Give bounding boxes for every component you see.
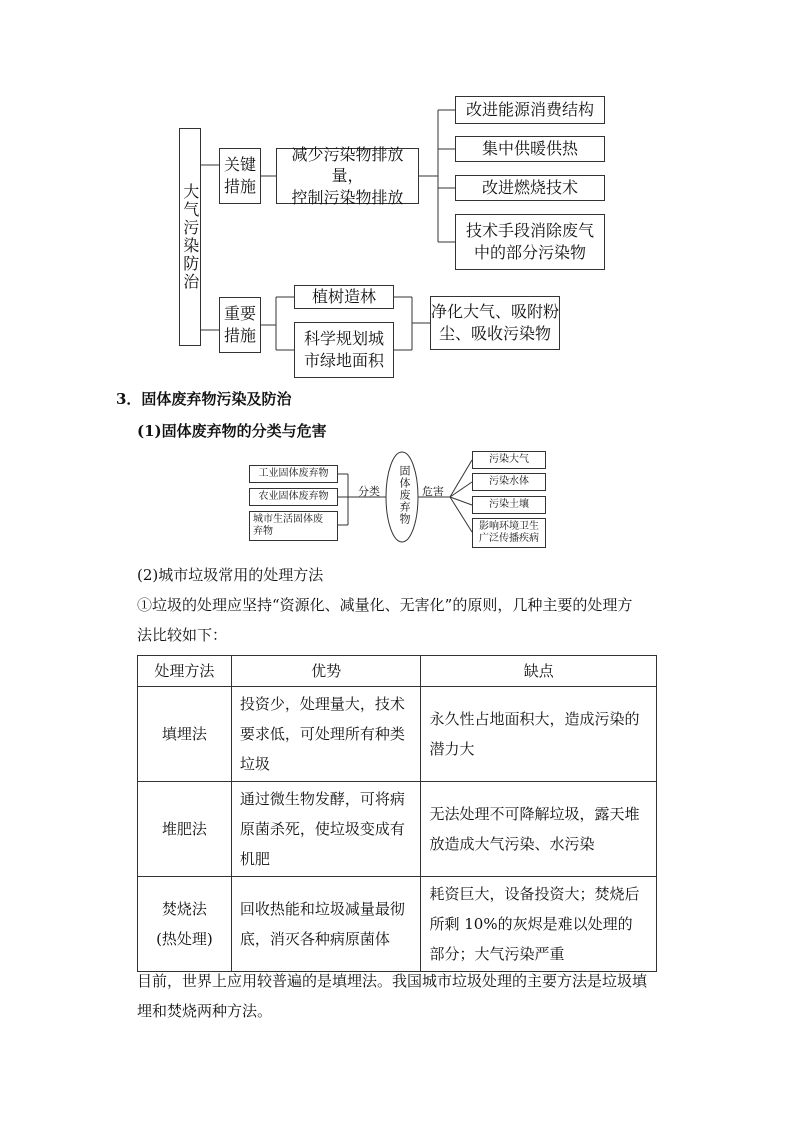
harm-water-text: 污染水体	[489, 476, 529, 487]
section3-sub1: (1)固体废弃物的分类与危害	[137, 422, 327, 440]
row3-pros	[231, 877, 421, 972]
table-row	[138, 782, 657, 877]
row2-method	[138, 782, 232, 877]
harm-health	[472, 518, 546, 548]
row3-cons-line1: 耗资巨大，设备投资大；焚烧后	[429, 885, 640, 903]
key-label-line2: 措施	[223, 177, 256, 196]
row1-method-text: 填埋法	[161, 725, 207, 743]
urban-green-line1: 科学规划城	[303, 329, 384, 349]
row3-method	[138, 877, 232, 972]
row1-pros-line3: 垃圾	[239, 755, 270, 773]
harm-soil	[472, 496, 546, 514]
paragraph-2-line1: 目前，世界上应用较普遍的是填埋法。我国城市垃圾处理的主要方法是垃圾填	[137, 972, 648, 990]
harm-label: 危害	[422, 485, 444, 498]
row2-pros	[231, 782, 421, 877]
afforestation-text: 植树造林	[311, 287, 376, 307]
paragraph-1	[137, 590, 697, 650]
leaf-tech-removal-line1: 技术手段消除废气	[465, 221, 594, 241]
row3-cons	[421, 877, 657, 972]
row1-cons-line1: 永久性占地面积大，造成污染的	[429, 710, 640, 728]
type-agricultural	[249, 488, 338, 506]
type-industrial	[249, 465, 338, 483]
row2-method-text: 堆肥法	[161, 820, 207, 838]
root-label: 大气污染防治	[180, 183, 200, 291]
paragraph-1-line2: 法比较如下：	[137, 626, 228, 644]
header-pros: 优势	[231, 656, 421, 687]
effect-line1: 净化大气、吸附粉	[431, 302, 560, 322]
header-method: 处理方法	[138, 656, 232, 687]
comparison-table	[137, 655, 657, 972]
leaf-central-heating-text: 集中供暖供热	[481, 139, 578, 159]
row1-pros-line2: 要求低，可处理所有种类	[239, 725, 405, 743]
classify-label: 分类	[358, 485, 380, 498]
key-label-line1: 关键	[223, 155, 256, 175]
row2-pros-line3: 机肥	[239, 850, 270, 868]
key-middle-line1: 减少污染物排放量，	[291, 144, 404, 186]
row3-pros-line2: 底，消灭各种病原菌体	[239, 930, 390, 948]
row1-pros	[231, 687, 421, 782]
harm-air-text: 污染大气	[489, 454, 529, 465]
effect-line2: 尘、吸收污染物	[438, 324, 551, 343]
harm-water	[472, 473, 546, 491]
section3-title: 3．固体废弃物污染及防治	[116, 390, 292, 408]
row3-pros-line1: 回收热能和垃圾减量最彻	[239, 900, 405, 918]
harm-air	[472, 451, 546, 469]
row3-cons-line2: 所剩 10%的灰烬是难以处理的	[429, 915, 633, 933]
row1-pros-line1: 投资少，处理量大，技术	[239, 695, 405, 713]
type-urban-line2: 弃物	[253, 526, 273, 537]
row2-cons	[421, 782, 657, 877]
sub2-title: (2)城市垃圾常用的处理方法	[137, 566, 324, 584]
type-urban	[249, 511, 338, 541]
important-label-line2: 措施	[223, 326, 256, 345]
row1-method	[138, 687, 232, 782]
row3-method-line1: 焚烧法	[161, 900, 207, 918]
row3-cons-line3: 部分；大气污染严重	[429, 945, 565, 963]
key-middle-line2: 控制污染物排放	[291, 187, 404, 207]
table-row	[138, 687, 657, 782]
row2-cons-line2: 放造成大气污染、水污染	[429, 835, 595, 853]
paragraph-2	[137, 966, 697, 1026]
leaf-energy-structure-text: 改进能源消费结构	[465, 100, 594, 120]
type-agricultural-text: 农业固体废弃物	[258, 491, 329, 502]
paragraph-2-line2: 埋和焚烧两种方法。	[137, 1002, 273, 1020]
table-header-row	[138, 656, 657, 687]
harm-health-line2: 广泛传播疾病	[479, 533, 539, 544]
urban-green-line2: 市绿地面积	[303, 351, 384, 370]
leaf-combustion-tech-text: 改进燃烧技术	[481, 178, 578, 198]
row2-pros-line1: 通过微生物发酵，可将病	[239, 790, 405, 808]
row3-method-line2: (热处理)	[156, 930, 213, 948]
type-industrial-text: 工业固体废弃物	[258, 468, 329, 479]
leaf-tech-removal-line2: 中的部分污染物	[473, 243, 586, 262]
row2-cons-line1: 无法处理不可降解垃圾，露天堆	[429, 805, 640, 823]
center-label: 固体废弃物	[398, 465, 411, 525]
header-cons: 缺点	[421, 656, 657, 687]
harm-soil-text: 污染土壤	[489, 499, 529, 510]
important-label-line1: 重要	[223, 304, 256, 324]
type-urban-line1: 城市生活固体废	[253, 514, 323, 525]
paragraph-1-line1: ①垃圾的处理应坚持“资源化、减量化、无害化”的原则，几种主要的处理方	[137, 596, 633, 614]
row1-cons	[421, 687, 657, 782]
row2-pros-line2: 原菌杀死，使垃圾变成有	[239, 820, 405, 838]
row1-cons-line2: 潜力大	[429, 740, 475, 758]
table-row	[138, 877, 657, 972]
harm-health-line1: 影响环境卫生	[479, 521, 539, 532]
